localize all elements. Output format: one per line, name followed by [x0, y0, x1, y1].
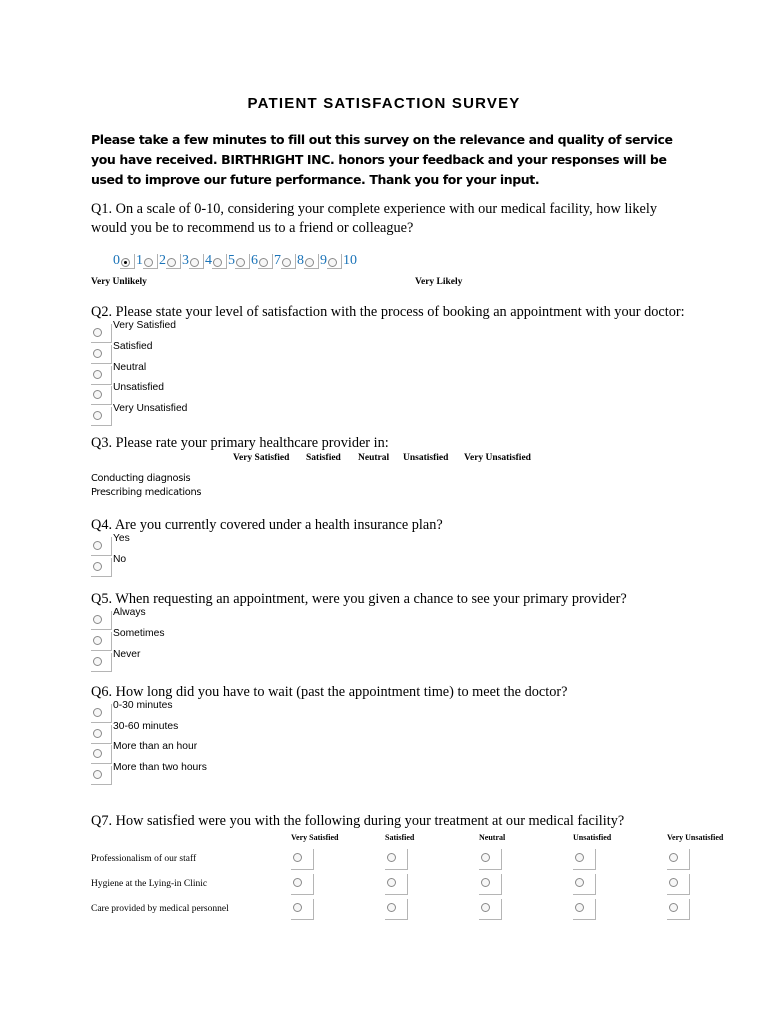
q7-col-very-satisfied: Very Satisfied [291, 833, 339, 842]
radio-icon[interactable] [167, 258, 176, 267]
radio-icon[interactable] [93, 770, 102, 779]
q7-r2-very-satisfied[interactable] [291, 874, 314, 895]
radio-icon[interactable] [93, 328, 102, 337]
q3-row-medications: Prescribing medications [91, 487, 202, 498]
radio-icon[interactable] [93, 615, 102, 624]
q1-scale [113, 253, 357, 269]
radio-icon[interactable] [93, 411, 102, 420]
radio-icon[interactable] [93, 562, 102, 571]
scale-low-label: Very Unlikely [91, 277, 147, 287]
q6-option-two-hours[interactable]: More than two hours [91, 762, 291, 783]
radio-icon[interactable] [669, 878, 678, 887]
radio-icon[interactable] [387, 853, 396, 862]
radio-icon[interactable] [93, 708, 102, 717]
scale-option-2[interactable] [166, 254, 181, 269]
q1-question: Q1. On a scale of 0-10, considering your complete experience with our medical facility, how likely would you be to recommend us to a friend or colleague? [91, 201, 657, 236]
radio-icon[interactable] [575, 878, 584, 887]
scale-option-9[interactable] [327, 254, 342, 269]
q7-r3-unsatisfied[interactable] [573, 899, 596, 920]
scale-option-1[interactable] [143, 254, 158, 269]
scale-option-5[interactable] [235, 254, 250, 269]
q5-option-never[interactable]: Never [91, 649, 291, 670]
radio-icon[interactable] [282, 258, 291, 267]
radio-icon[interactable] [93, 390, 102, 399]
q3-col-very-unsatisfied: Very Unsatisfied [464, 453, 531, 463]
q7-r3-neutral[interactable] [479, 899, 502, 920]
q2-option-very-satisfied[interactable]: Very Satisfied [91, 320, 291, 341]
q7-r1-unsatisfied[interactable] [573, 849, 596, 870]
q7-row-hygiene: Hygiene at the Lying-in Clinic [91, 879, 208, 889]
radio-icon[interactable] [93, 370, 102, 379]
radio-icon[interactable] [669, 853, 678, 862]
q3-row-diagnosis: Conducting diagnosis [91, 473, 191, 484]
radio-icon[interactable] [293, 903, 302, 912]
scale-option-3[interactable] [189, 254, 204, 269]
radio-icon[interactable] [93, 749, 102, 758]
q7-r1-neutral[interactable] [479, 849, 502, 870]
radio-icon[interactable] [328, 258, 337, 267]
radio-icon[interactable] [93, 729, 102, 738]
q4-question: Q4. Are you currently covered under a health insurance plan? [91, 517, 443, 533]
radio-icon[interactable] [190, 258, 199, 267]
scale-option-4[interactable] [212, 254, 227, 269]
q3-question: Q3. Please rate your primary healthcare provider in: [91, 435, 389, 451]
q7-question: Q7. How satisfied were you with the following during your treatment at our medical facility? [91, 813, 625, 829]
scale-number-4: 4 [205, 253, 212, 268]
q7-col-unsatisfied: Unsatisfied [573, 833, 612, 842]
q2-option-unsatisfied[interactable]: Unsatisfied [91, 382, 291, 403]
scale-number-3: 3 [182, 253, 189, 268]
q3-col-unsatisfied: Unsatisfied [403, 453, 449, 463]
intro-paragraph: Please take a few minutes to fill out this survey on the relevance and quality of service you have received. BIRTHRIGHT INC. honors your feedback and your responses will be used to improve our future performance. Thank you for your input. [91, 132, 673, 187]
scale-number-1: 1 [136, 253, 143, 268]
q2-question: Q2. Please state your level of satisfaction with the process of booking an appointment with your doctor: [91, 304, 685, 320]
scale-number-10: 10 [343, 253, 357, 268]
q7-row-professionalism: Professionalism of our staff [91, 854, 197, 864]
q7-r2-neutral[interactable] [479, 874, 502, 895]
q7-r2-unsatisfied[interactable] [573, 874, 596, 895]
radio-icon[interactable] [93, 541, 102, 550]
q7-col-satisfied: Satisfied [385, 833, 415, 842]
radio-icon[interactable] [481, 853, 490, 862]
q6-option-0-30[interactable]: 0-30 minutes [91, 700, 291, 721]
radio-icon[interactable] [387, 878, 396, 887]
radio-selected-icon[interactable] [121, 258, 130, 267]
scale-number-6: 6 [251, 253, 258, 268]
radio-icon[interactable] [293, 878, 302, 887]
scale-number-9: 9 [320, 253, 327, 268]
scale-number-0: 0 [113, 253, 120, 268]
scale-number-8: 8 [297, 253, 304, 268]
radio-icon[interactable] [293, 853, 302, 862]
q5-option-sometimes[interactable]: Sometimes [91, 628, 291, 649]
q5-option-always[interactable]: Always [91, 607, 291, 628]
scale-option-8[interactable] [304, 254, 319, 269]
scale-option-6[interactable] [258, 254, 273, 269]
q7-row-care: Care provided by medical personnel [91, 904, 229, 914]
q2-option-very-unsatisfied[interactable]: Very Unsatisfied [91, 403, 291, 424]
radio-icon[interactable] [575, 853, 584, 862]
q7-r3-satisfied[interactable] [385, 899, 408, 920]
radio-icon[interactable] [213, 258, 222, 267]
radio-icon[interactable] [387, 903, 396, 912]
q7-r1-very-satisfied[interactable] [291, 849, 314, 870]
q7-r1-satisfied[interactable] [385, 849, 408, 870]
q4-option-yes[interactable]: Yes [91, 533, 291, 554]
q5-question: Q5. When requesting an appointment, were you given a chance to see your primary provider? [91, 591, 627, 607]
q6-option-hour[interactable]: More than an hour [91, 741, 291, 762]
q7-r2-very-unsatisfied[interactable] [667, 874, 690, 895]
q6-question: Q6. How long did you have to wait (past the appointment time) to meet the doctor? [91, 684, 568, 700]
radio-icon[interactable] [481, 878, 490, 887]
scale-high-label: Very Likely [415, 277, 463, 287]
radio-icon[interactable] [481, 903, 490, 912]
radio-icon[interactable] [93, 657, 102, 666]
q3-col-very-satisfied: Very Satisfied [233, 453, 290, 463]
q7-col-neutral: Neutral [479, 833, 506, 842]
q3-col-neutral: Neutral [358, 453, 390, 463]
scale-number-2: 2 [159, 253, 166, 268]
radio-icon[interactable] [305, 258, 314, 267]
q4-option-no[interactable]: No [91, 554, 291, 575]
q7-r3-very-satisfied[interactable] [291, 899, 314, 920]
q7-r2-satisfied[interactable] [385, 874, 408, 895]
radio-icon[interactable] [144, 258, 153, 267]
q3-col-satisfied: Satisfied [306, 453, 341, 463]
scale-number-7: 7 [274, 253, 281, 268]
radio-icon[interactable] [669, 903, 678, 912]
q7-r3-very-unsatisfied[interactable] [667, 899, 690, 920]
q6-option-30-60[interactable]: 30-60 minutes [91, 721, 291, 742]
radio-icon[interactable] [236, 258, 245, 267]
radio-icon[interactable] [93, 636, 102, 645]
survey-title: PATIENT SATISFACTION SURVEY [247, 95, 521, 112]
q7-r1-very-unsatisfied[interactable] [667, 849, 690, 870]
q7-col-very-unsatisfied: Very Unsatisfied [667, 833, 724, 842]
radio-icon[interactable] [259, 258, 268, 267]
q2-option-neutral[interactable]: Neutral [91, 362, 291, 383]
radio-icon[interactable] [93, 349, 102, 358]
q2-option-satisfied[interactable]: Satisfied [91, 341, 291, 362]
scale-option-7[interactable] [281, 254, 296, 269]
scale-number-5: 5 [228, 253, 235, 268]
radio-icon[interactable] [575, 903, 584, 912]
scale-option-0[interactable] [120, 254, 135, 269]
